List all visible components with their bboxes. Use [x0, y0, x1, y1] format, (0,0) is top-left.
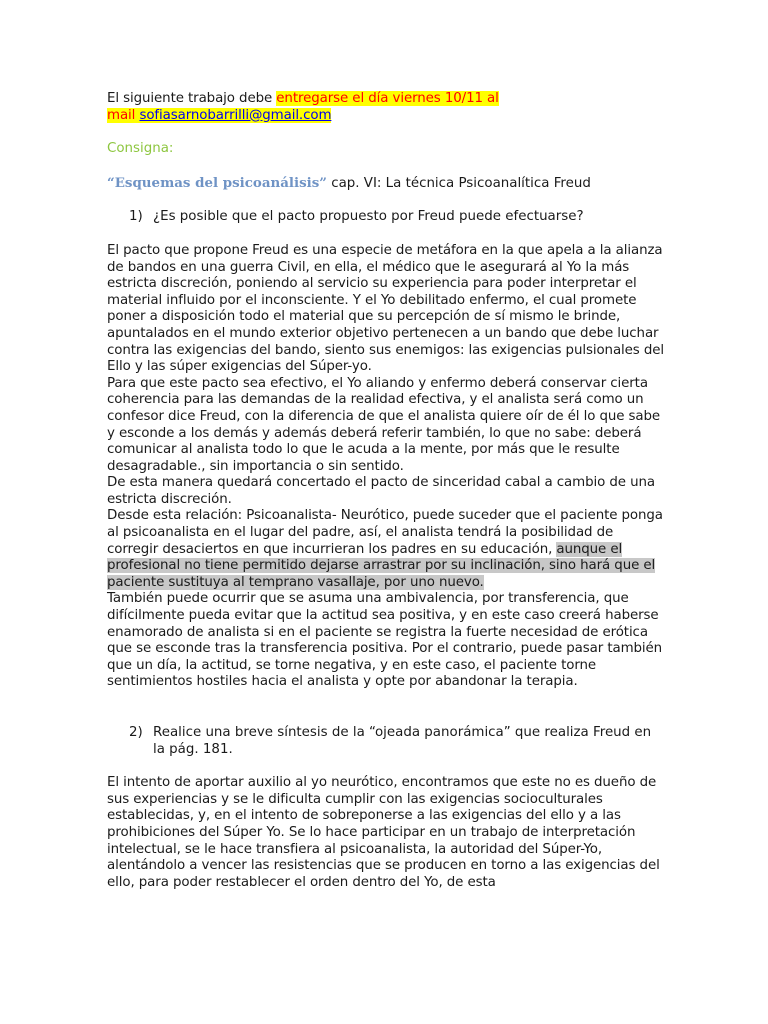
assignment-title — [107, 175, 667, 193]
question-1 — [107, 209, 667, 226]
book-title: “Esquemas del psicoanálisis” — [107, 174, 327, 191]
answer-paragraph — [107, 508, 667, 591]
answer-paragraph: De esta manera quedará concertado el pacto de sinceridad cabal a cambio de una estricta discreción. — [107, 475, 655, 507]
intro-text: El siguiente trabajo debe — [107, 91, 277, 106]
document-page — [107, 91, 667, 891]
answer-paragraph: Para que este pacto sea efectivo, el Yo aliando y enfermo deberá conservar cierta coherencia para las demandas de la realidad efectiva, y el analista será como un confesor dice Freud, con la diferencia de que el analista quiere oír de él lo que sabe y esconde a los demás y además deberá referir también, lo que no sabe: deberá comunicar al analista todo lo que le acuda a la mente, por más que le resulte desagradable., sin importancia o sin sentido. — [107, 375, 661, 474]
submission-notice — [107, 91, 667, 124]
answer-1 — [107, 243, 667, 691]
answer-paragraph: El pacto que propone Freud es una especie de metáfora en la que apela a la alianza de bandos en una guerra Civil, en ella, el médico que le asegurará al Yo la más estricta discreción, poniendo al servicio su experiencia para poder interpretar el material influido por el inconsciente. Y el Yo debilitado enfermo, el cual promete poner a disposición todo el material que su percepción de sí mismo le brinde, apuntalados en el mundo exterior objetivo pertenecen a un bando que debe luchar contra las exigencias del bando, siento sus enemigos: las exigencias pulsionales del Ello y las súper exigencias del Súper-yo. — [107, 242, 665, 375]
chapter-ref: cap. VI: La técnica Psicoanalítica Freud — [326, 175, 591, 191]
question-number: 1) — [129, 209, 143, 225]
highlighted-text: aunque el profesional no tiene permitido dejarse arrastrar por su inclinación, sino hará que el paciente sustituya al temprano vasallaje, por uno nuevo. — [107, 541, 656, 590]
mail-highlight — [107, 108, 331, 123]
question-text: ¿Es posible que el pacto propuesto por Freud puede efectuarse? — [153, 209, 584, 225]
question-text: Realice una breve síntesis de la “ojeada panorámica” que realiza Freud en la pág. 181. — [153, 725, 652, 757]
due-date-highlight: entregarse el día viernes 10/11 al — [276, 91, 499, 106]
question-number: 2) — [129, 725, 143, 740]
answer-paragraph: El intento de aportar auxilio al yo neurótico, encontramos que este no es dueño de sus experiencias y se le dificulta cumplir con las exigencias socioculturales establecidas, y, en el intento de sobreponerse a las exigencias del ello y a las prohibiciones del Súper Yo. Se lo hace participar en un trabajo de interpretación intelectual, se le hace transfiera al psicoanalista, la autoridad del Súper-Yo, alentándolo a vencer las resistencias que se producen en torno a las exigencias del ello, para poder restablecer el orden dentro del Yo, de esta — [107, 775, 660, 890]
answer-paragraph: También puede ocurrir que se asuma una ambivalencia, por transferencia, que difícilmente pueda evitar que la actitud sea positiva, y en este caso creerá haberse enamorado de analista si en el paciente se registra la fuerte necesidad de erótica que se esconde tras la transferencia positiva. Por el contrario, puede pasar también que un día, la actitud, se torne negativa, y en este caso, el paciente torne sentimientos hostiles hacia el analista y opte por abandonar la terapia. — [107, 591, 663, 690]
email-link[interactable]: sofiasarnobarrilli@gmail.com — [139, 107, 332, 123]
paragraph-text: Desde esta relación: Psicoanalista- Neurótico, puede suceder que el paciente ponga al psicoanalista en el lugar del padre, así, el analista tendrá la posibilidad de corregir desaciertos en que incurrieran los padres en su educación, — [107, 508, 663, 557]
mail-prefix: mail — [107, 107, 140, 123]
question-2 — [107, 725, 667, 758]
consigna-heading: Consigna: — [107, 141, 174, 157]
answer-2 — [107, 775, 667, 891]
